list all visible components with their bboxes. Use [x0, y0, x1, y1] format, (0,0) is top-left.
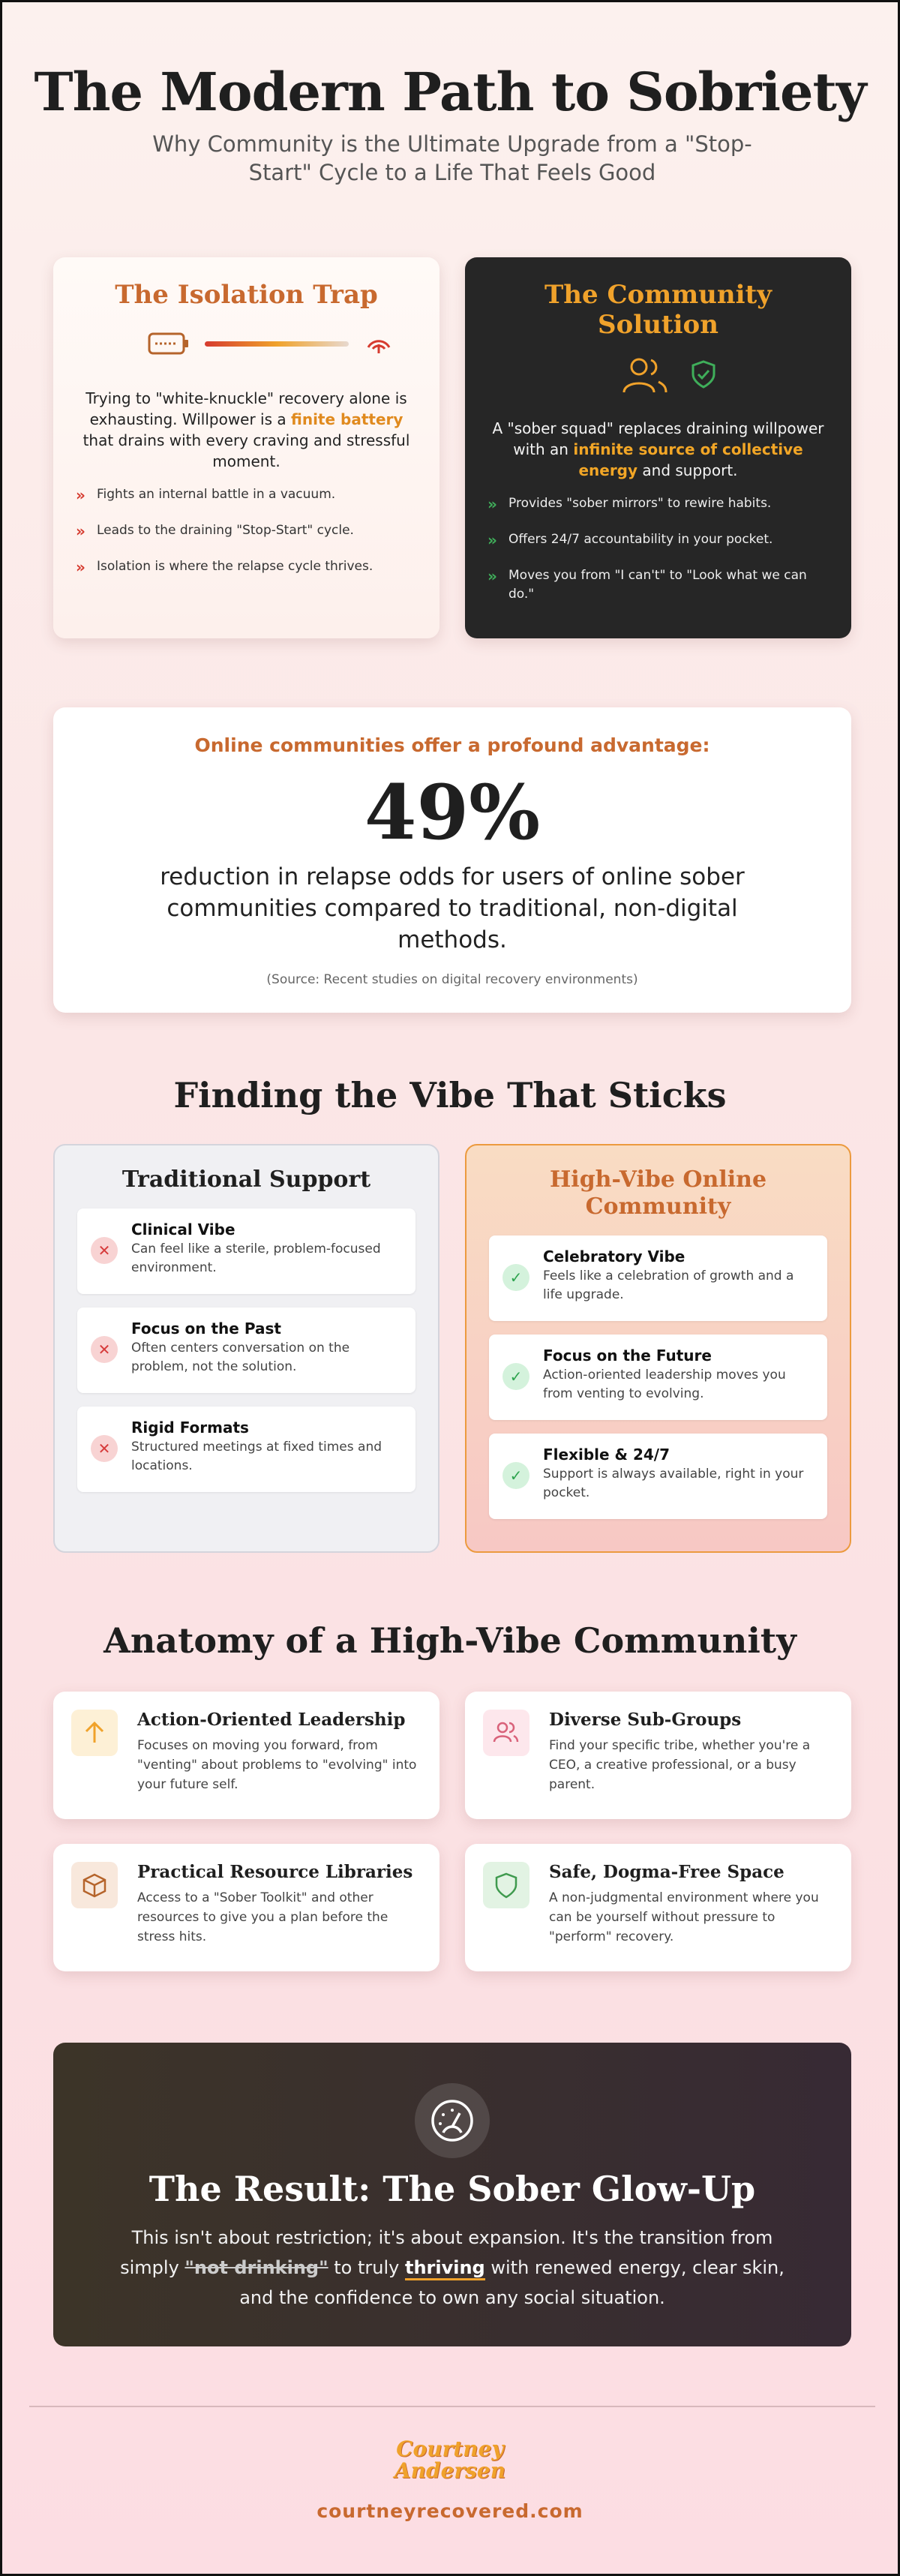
chevron-right-icon: »: [488, 567, 497, 585]
community-bullets: [488, 494, 829, 604]
stat-card: [53, 707, 851, 1013]
list-item: [489, 1335, 827, 1420]
result-card: [53, 2043, 851, 2346]
traditional-title: Traditional Support: [122, 1166, 371, 1193]
list-item: » Moves you from "I can't" to "Look what we can do.": [488, 567, 807, 602]
stat-text: reduction in relapse odds for users of online sober communities compared to traditional, non-digital methods.: [160, 863, 745, 953]
page-subtitle: Why Community is the Ultimate Upgrade from a "Stop-Start" Cycle to a Life That Feels Good: [152, 131, 752, 185]
item-desc: A non-judgmental environment where you can be yourself without pressure to "perform" recovery.: [549, 1890, 819, 1944]
check-icon: ✓: [502, 1363, 530, 1390]
result-body: This isn't about restriction; it's about expansion. It's the transition from simply "not drinking" to truly thriving with renewed energy, clear skin, and the confidence to own any social situation.: [120, 2227, 784, 2308]
list-item: » Isolation is where the relapse cycle thrives.: [76, 558, 374, 576]
item-desc: Feels like a celebration of growth and a life upgrade.: [543, 1268, 794, 1302]
x-icon: ✕: [91, 1237, 118, 1264]
footer-divider: [29, 2406, 875, 2407]
item-desc: Access to a "Sober Toolkit" and other resources to give you a plan before the stress hits.: [137, 1890, 388, 1944]
gauge-icon: [415, 2083, 490, 2158]
finite-battery-highlight: finite battery: [291, 410, 404, 428]
website-link[interactable]: courtneyrecovered.com: [316, 2500, 584, 2522]
box-icon-box: [71, 1862, 118, 1908]
isolation-bullets: [76, 485, 417, 576]
item-title: Clinical Vibe: [131, 1220, 236, 1238]
box-icon: [71, 1862, 118, 1908]
vibe-section-title: Finding the Vibe That Sticks: [173, 1075, 727, 1115]
anatomy-card-resources: [53, 1844, 440, 1971]
item-title: Safe, Dogma-Free Space: [549, 1862, 784, 1882]
item-desc: Find your specific tribe, whether you're a CEO, a creative professional, or a busy parent.: [549, 1738, 811, 1792]
item-title: Action-Oriented Leadership: [137, 1710, 406, 1730]
chevron-right-icon: »: [488, 531, 497, 549]
list-item: » Fights an internal battle in a vacuum.: [76, 486, 336, 504]
list-item: [489, 1434, 827, 1519]
item-desc: Action-oriented leadership moves you from venting to evolving.: [543, 1368, 786, 1401]
check-icon: ✓: [502, 1462, 530, 1489]
logo-line1: Courtney: [396, 2436, 504, 2461]
item-title: Focus on the Past: [131, 1320, 281, 1338]
users-icon: [483, 1710, 530, 1756]
users-icon-box: [483, 1710, 530, 1756]
stat-lead: Online communities offer a profound advantage:: [194, 734, 710, 756]
item-desc: Can feel like a sterile, problem-focused environment.: [131, 1241, 381, 1275]
stat-source: (Source: Recent studies on digital recovery environments): [266, 972, 638, 987]
item-desc: Often centers conversation on the problem, not the solution.: [131, 1341, 350, 1374]
list-item: » Offers 24/7 accountability in your pocket.: [488, 531, 773, 549]
online-community-card: [465, 1144, 851, 1553]
logo-line2: Andersen: [394, 2458, 506, 2483]
community-solution-card: [465, 257, 851, 638]
online-title: High-Vibe Online Community: [549, 1166, 767, 1220]
chevron-right-icon: »: [76, 558, 86, 576]
item-title: Rigid Formats: [131, 1419, 249, 1437]
x-icon: ✕: [91, 1435, 118, 1462]
list-item: [77, 1407, 416, 1492]
item-desc: Structured meetings at fixed times and locations.: [131, 1440, 382, 1473]
arrow-up-icon: [71, 1710, 118, 1756]
infinite-energy-highlight: infinite source of collective energy: [573, 440, 803, 479]
item-title: Practical Resource Libraries: [137, 1862, 413, 1882]
isolation-trap-card: [53, 257, 440, 638]
community-icon-row: [488, 353, 829, 392]
brand-logo: [2, 2436, 898, 2483]
isolation-icon-row: [76, 323, 417, 362]
stat-number: 49%: [364, 768, 541, 857]
item-desc: Focuses on moving you forward, from "venting" about problems to "evolving" into your future self.: [137, 1738, 417, 1792]
drain-gradient-bar: [205, 341, 349, 347]
users-icon: [621, 355, 669, 395]
item-title: Celebratory Vibe: [543, 1247, 686, 1265]
chevron-right-icon: »: [76, 486, 86, 504]
item-title: Flexible & 24/7: [543, 1446, 670, 1464]
chevron-right-icon: »: [488, 495, 497, 513]
item-title: Focus on the Future: [543, 1347, 712, 1365]
list-item: [489, 1235, 827, 1321]
x-icon: ✕: [91, 1336, 118, 1363]
check-icon: ✓: [502, 1264, 530, 1291]
list-item: » Provides "sober mirrors" to rewire habits.: [488, 495, 772, 513]
signal-icon: [364, 331, 394, 356]
item-title: Diverse Sub-Groups: [549, 1710, 742, 1730]
chevron-right-icon: »: [76, 522, 86, 540]
shield-check-icon: [690, 359, 717, 389]
anatomy-card-leadership: [53, 1692, 440, 1819]
not-drinking-strikethrough: "not drinking": [184, 2257, 328, 2278]
page-title: The Modern Path to Sobriety: [34, 61, 866, 123]
traditional-support-card: [53, 1144, 440, 1553]
anatomy-section-title: Anatomy of a High-Vibe Community: [104, 1620, 796, 1661]
community-title: The Community Solution: [544, 280, 772, 340]
thriving-emphasis: thriving: [405, 2257, 485, 2280]
anatomy-card-subgroups: [465, 1692, 851, 1819]
list-item: » Leads to the draining "Stop-Start" cycle.: [76, 522, 354, 540]
gauge-icon-circle: [415, 2083, 490, 2158]
battery-low-icon: [148, 331, 190, 356]
community-body: A "sober squad" replaces draining willpower with an infinite source of collective energy and support.: [492, 419, 824, 479]
shield-icon-box: [483, 1862, 530, 1908]
list-item: [77, 1208, 416, 1294]
isolation-title: The Isolation Trap: [115, 280, 378, 310]
arrow-up-icon-box: [71, 1710, 118, 1756]
result-title: The Result: The Sober Glow-Up: [148, 2169, 756, 2209]
list-item: [77, 1308, 416, 1393]
anatomy-card-safe-space: [465, 1844, 851, 1971]
isolation-body: Trying to "white-knuckle" recovery alone is exhausting. Willpower is a finite battery that drains with every craving and stressful moment.: [82, 389, 410, 470]
item-desc: Support is always available, right in your pocket.: [543, 1467, 804, 1500]
shield-icon: [483, 1862, 530, 1908]
